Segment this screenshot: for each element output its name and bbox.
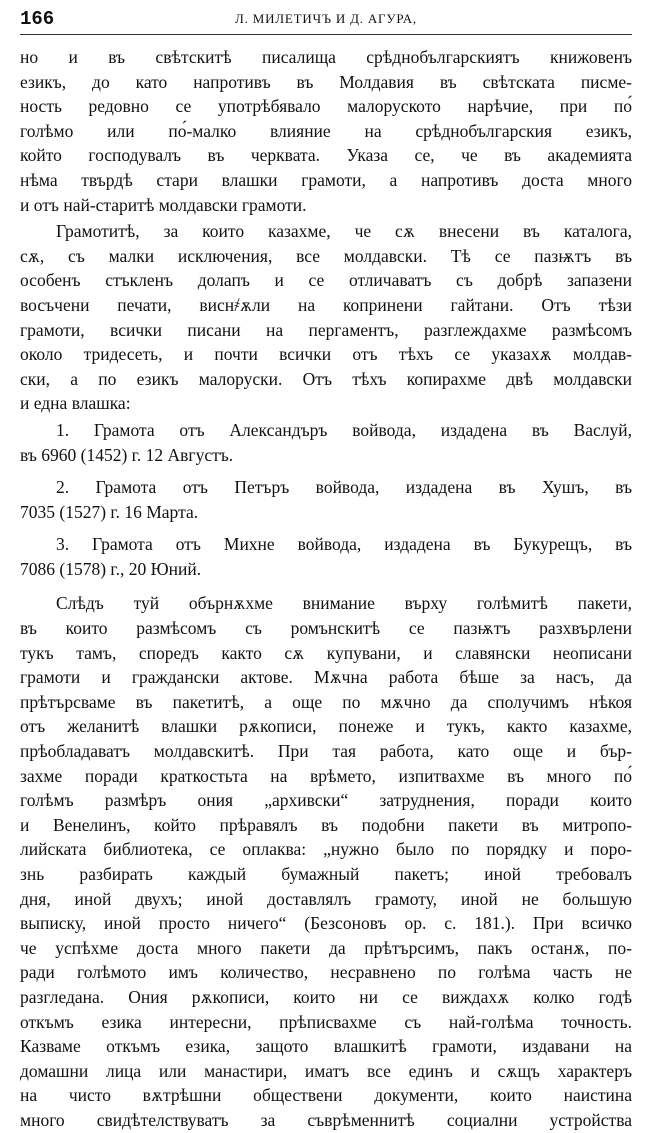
text-line: въ 6960 (1452) г. 12 Августъ. — [20, 444, 234, 465]
charter-list-item-2 — [20, 475, 632, 524]
text-line: езикъ, до като напротивъ въ Молдавия въ свѣтската писме- — [20, 71, 632, 92]
text-line: ради голѣмото имъ количество, несравнено по голѣма часть не — [20, 962, 632, 983]
text-line: дня, иной двухъ; иной доставлялъ грамоту, иной не большую — [20, 888, 632, 909]
text-line: Казваме откъмъ езика, защото влашкитѣ грамоти, издавани на — [20, 1036, 632, 1057]
paragraph-3 — [20, 591, 632, 1132]
text-line: откъмъ езика интересни, прѣписвахме съ най-голѣма точность. — [20, 1011, 632, 1032]
text-line: който господувалъ въ черквата. Указа се, че въ академията — [20, 145, 632, 166]
paragraph-1 — [20, 45, 632, 217]
text-line: Слѣдъ туй обърнѫхме внимание върху голѣмитѣ пакети, — [56, 593, 632, 614]
text-line: и отъ най-старитѣ молдавски грамоти. — [20, 194, 307, 215]
text-line: отъ желанитѣ влашки рѫкописи, понеже и тукъ, както казахме, — [20, 716, 632, 737]
text-line: грамоти, всички писани на пергаментъ, разглеждахме размѣсомъ — [20, 319, 632, 340]
text-line: выписку, иной просто ничего“ (Безсоновъ ор. с. 181.). При всичко — [20, 913, 632, 934]
text-line: знь разбирать каждый бумажный пакетъ; иной требовалъ — [20, 864, 632, 884]
text-line: но и въ свѣтскитѣ писалища срѣднобългарскиятъ книжовенъ — [20, 47, 632, 67]
text-line: въ които размѣсомъ съ ромънскитѣ се пазѭтъ разхвърлени — [20, 618, 632, 639]
text-line: че успѣхме доста много пакети да прѣтърсимъ, пакъ останѫ, по- — [20, 937, 632, 958]
text-line: лийската библиотека, се оплаква: „нужно было по порядку и поро- — [20, 839, 632, 860]
text-line: на чисто вѫтрѣшни обществени документи, които наистина — [20, 1085, 632, 1106]
text-line: тукъ тамъ, споредъ както сѫ купувани, и славянски неописани — [20, 642, 632, 663]
text-line: и една влашка: — [20, 393, 131, 414]
text-line: 7086 (1578) г., 20 Юний. — [20, 558, 202, 579]
text-line: голѣмо или по́-малко влияние на срѣднобългарския езикъ, — [20, 120, 632, 141]
text-line: восъчени печати, висн҂ѫли на копринени гайтани. Отъ тѣзи — [20, 294, 632, 315]
text-line: 7035 (1527) г. 16 Марта. — [20, 501, 199, 522]
text-line: домашни лица или манастири, иматъ все единъ и сѫщъ характеръ — [20, 1060, 632, 1081]
text-line: 3. Грамота отъ Михне войвода, издадена въ Букурещъ, въ — [56, 534, 632, 555]
text-line: много свидѣтелствуватъ за съврѣменнитѣ социални устройства — [20, 1109, 632, 1130]
text-line: и Венелинъ, който прѣравялъ въ подобни пакети въ митропо- — [20, 814, 632, 835]
text-line: нѣма твърдѣ стари влашки грамоти, а напротивъ доста много — [20, 169, 632, 190]
charter-list-item-3 — [20, 532, 632, 581]
text-line: сѫ, съ малки исключения, все молдавски. Тѣ се пазѭтъ въ — [20, 245, 632, 266]
page-header — [20, 6, 632, 35]
text-line: ность редовно се употрѣбявало малоруското нарѣчие, при по́ — [20, 96, 632, 117]
running-head: Л. МИЛЕТИЧЪ И Д. АГУРА, — [235, 11, 417, 26]
text-line: голѣмъ размѣръ ония „архивски“ затруднения, поради които — [20, 790, 632, 811]
text-line: грамоти и граждански актове. Мѫчна работа бѣше за насъ, да — [20, 667, 632, 688]
text-line: разгледана. Ония рѫкописи, които ни се виждахѫ колко годѣ — [20, 986, 632, 1007]
text-line: 1. Грамота отъ Александъръ войвода, издадена въ Васлуй, — [56, 419, 632, 440]
text-line: 2. Грамота отъ Петъръ войвода, издадена въ Хушъ, въ — [56, 477, 632, 498]
text-line: захме поради краткостьта на врѣмето, изпитвахме въ много по́ — [20, 765, 632, 786]
text-line: ски, а по езикъ малоруски. Отъ тѣхъ копирахме двѣ молдавски — [20, 368, 632, 389]
text-line: особенъ стъкленъ долапъ и се отличаватъ съ добрѣ запазени — [20, 270, 632, 291]
charter-list-item-1 — [20, 418, 632, 467]
text-line: прѣтърсваме въ пакетитѣ, а още по мѫчно да сполучимъ нѣкоя — [20, 691, 632, 712]
paragraph-2 — [20, 219, 632, 416]
text-line: Грамотитѣ, за които казахме, че сѫ внесени въ каталога, — [56, 221, 632, 242]
text-line: прѣобладаватъ молдавскитѣ. При тая работа, като още и бър- — [20, 741, 632, 762]
text-line: около тридесеть, и почти всички отъ тѣхъ се указахѫ молдав- — [20, 344, 632, 365]
page-number: 166 — [20, 8, 55, 30]
